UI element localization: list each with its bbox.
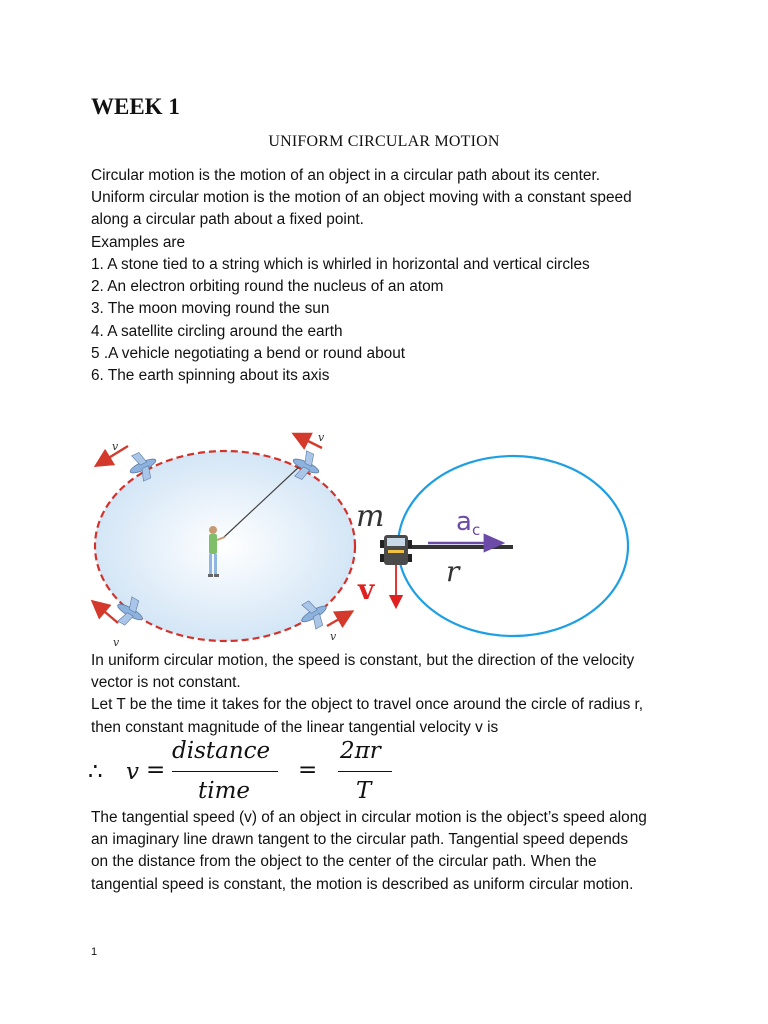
velocity-label: v	[318, 431, 325, 444]
circular-motion-figure	[78, 426, 638, 656]
velocity-label: v	[330, 630, 337, 643]
intro-line: along a circular path about a fixed point.	[91, 211, 364, 229]
intro-paragraph	[91, 165, 691, 254]
page-heading: WEEK 1	[91, 94, 180, 119]
intro-line: Examples are	[91, 233, 186, 251]
therefore-symbol: ∴	[88, 759, 103, 785]
paragraph-line: The tangential speed (v) of an object in circular motion is the object’s speed along	[91, 809, 647, 826]
equals-sign: =	[146, 757, 166, 783]
velocity-label: v	[112, 440, 119, 453]
velocity-arrow	[98, 606, 118, 623]
equals-sign: =	[298, 757, 318, 783]
paragraph-line: then constant magnitude of the linear tangential velocity v is	[91, 718, 499, 736]
mass-label: m	[356, 499, 385, 534]
tangential-speed-paragraph	[91, 807, 691, 896]
list-item: 5 .A vehicle negotiating a bend or round about	[91, 344, 406, 362]
acceleration-label: ac	[456, 507, 481, 539]
intro-line: Circular motion is the motion of an object in a circular path about its center.	[91, 167, 601, 184]
intro-line: Uniform circular motion is the motion of an object moving with a constant speed	[91, 189, 632, 207]
list-item: 4. A satellite circling around the earth	[91, 322, 343, 340]
radius-label: r	[446, 555, 460, 588]
page-number: 1	[91, 946, 98, 958]
paragraph-line: vector is not constant.	[91, 674, 241, 692]
section-title: UNIFORM CIRCULAR MOTION	[268, 133, 500, 150]
fraction-numerator: 2πr	[340, 738, 381, 764]
list-item: 2. An electron orbiting round the nucleus of an atom	[91, 278, 444, 296]
velocity-paragraph	[91, 650, 691, 739]
examples-list	[91, 254, 691, 387]
list-item: 1. A stone tied to a string which is whirled in horizontal and vertical circles	[91, 256, 590, 273]
fraction-bar	[172, 771, 278, 772]
list-item: 3. The moon moving round the sun	[91, 300, 330, 318]
fraction-bar	[338, 771, 392, 772]
list-item: 6. The earth spinning about its axis	[91, 367, 330, 385]
velocity-arrow	[327, 615, 346, 626]
car-icon	[380, 535, 412, 565]
fraction-denominator: time	[198, 778, 251, 804]
paragraph-line: Let T be the time it takes for the object to travel once around the circle of radius r,	[91, 696, 644, 714]
radius-line	[408, 545, 513, 549]
velocity-big-label: v	[358, 573, 375, 606]
paragraph-line: an imaginary line drawn tangent to the circular path. Tangential speed depends	[91, 831, 629, 849]
equation-lhs: v	[126, 759, 139, 785]
fraction-denominator: T	[356, 778, 372, 804]
paragraph-line: tangential speed is constant, the motion is described as uniform circular motion.	[91, 875, 634, 893]
velocity-equation	[88, 738, 408, 808]
velocity-label: v	[113, 636, 120, 649]
paragraph-line: on the distance from the object to the center of the circular path. When the	[91, 853, 597, 871]
fraction-numerator: distance	[172, 738, 271, 764]
paragraph-line: In uniform circular motion, the speed is constant, but the direction of the velocity	[91, 652, 635, 669]
